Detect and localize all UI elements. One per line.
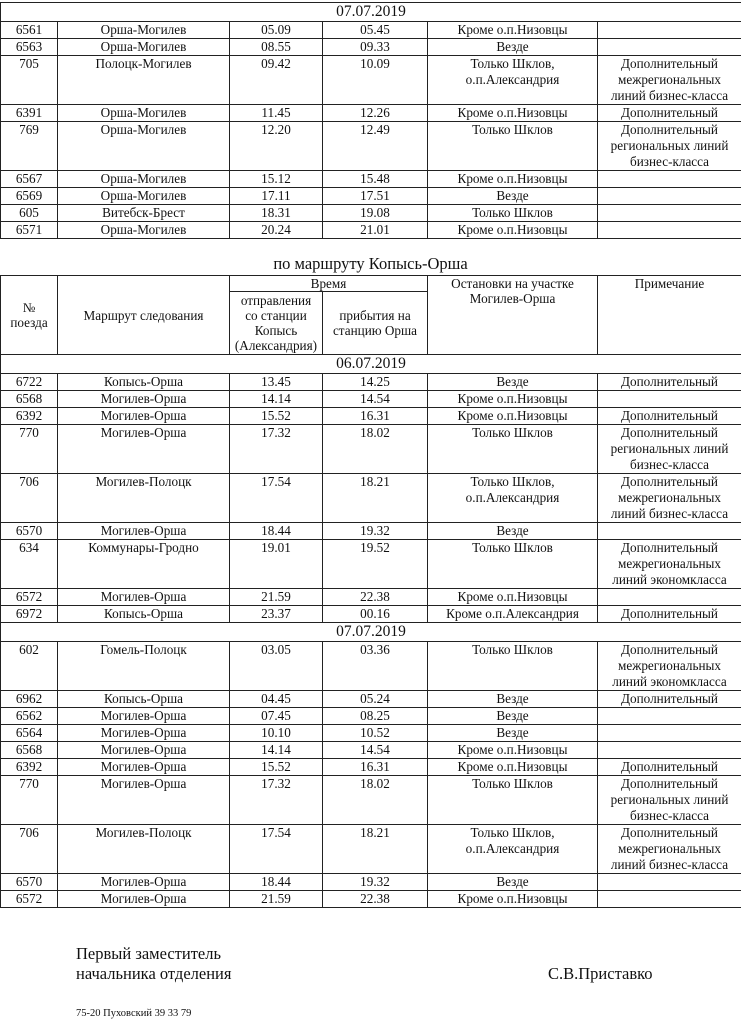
route-name: Могилев-Орша: [58, 589, 230, 606]
arrival-time: 15.48: [323, 171, 428, 188]
cell-line: межрегиональных: [618, 658, 721, 673]
cell-line: Кроме о.п.Низовцы: [457, 222, 568, 237]
signatory-title-line: начальника отделения: [76, 964, 232, 983]
cell-line: Везде: [496, 725, 529, 740]
train-number: 6568: [1, 742, 58, 759]
departure-time: 19.01: [230, 540, 323, 589]
header-departure: [230, 292, 323, 355]
cell-line: Везде: [496, 39, 529, 54]
cell-line: Кроме о.п.Низовцы: [457, 105, 568, 120]
cell-line: Только Шклов: [472, 122, 553, 137]
cell-line: линий бизнес-класса: [610, 857, 729, 872]
cell-line: Дополнительный: [621, 776, 718, 791]
table-row: [1, 425, 741, 474]
header-text: поезда: [10, 315, 48, 330]
note: [598, 222, 741, 239]
route-name: Копысь-Орша: [58, 691, 230, 708]
route-name: Могилев-Орша: [58, 425, 230, 474]
cell-line: о.п.Александрия: [465, 841, 560, 856]
route-name: Орша-Могилев: [58, 188, 230, 205]
cell-line: бизнес-класса: [630, 154, 710, 169]
table-row: [1, 39, 741, 56]
route-name: Гомель-Полоцк: [58, 642, 230, 691]
table-row: [1, 474, 741, 523]
header-text: прибытия на: [339, 308, 411, 323]
section-date: 06.07.2019: [1, 355, 741, 374]
stops: [428, 39, 598, 56]
cell-line: Дополнительный: [621, 825, 718, 840]
arrival-time: 14.54: [323, 742, 428, 759]
cell-line: региональных линий: [610, 138, 729, 153]
note: [598, 891, 741, 908]
route-name: Могилев-Орша: [58, 742, 230, 759]
departure-time: 15.12: [230, 171, 323, 188]
stops: [428, 474, 598, 523]
cell-line: линий бизнес-класса: [610, 506, 729, 521]
note: [598, 691, 741, 708]
cell-line: региональных линий: [610, 792, 729, 807]
train-number: 605: [1, 205, 58, 222]
arrival-time: 14.54: [323, 391, 428, 408]
cell-line: Кроме о.п.Низовцы: [457, 759, 568, 774]
stops: [428, 891, 598, 908]
cell-line: региональных линий: [610, 441, 729, 456]
signatory-title-line: Первый заместитель: [76, 944, 221, 963]
train-number: 6562: [1, 708, 58, 725]
table-row: [1, 691, 741, 708]
note: [598, 425, 741, 474]
arrival-time: 17.51: [323, 188, 428, 205]
arrival-time: 09.33: [323, 39, 428, 56]
note: [598, 725, 741, 742]
route-name: Могилев-Орша: [58, 776, 230, 825]
cell-line: Дополнительный: [621, 122, 718, 137]
stops: [428, 540, 598, 589]
cell-line: межрегиональных: [618, 556, 721, 571]
departure-time: 15.52: [230, 759, 323, 776]
cell-line: Кроме о.п.Низовцы: [457, 391, 568, 406]
cell-line: Дополнительный: [621, 540, 718, 555]
stops: [428, 408, 598, 425]
note: [598, 122, 741, 171]
departure-time: 07.45: [230, 708, 323, 725]
cell-line: Кроме о.п.Александрия: [446, 606, 579, 621]
note: [598, 56, 741, 105]
note: [598, 589, 741, 606]
departure-time: 14.14: [230, 391, 323, 408]
train-number: 634: [1, 540, 58, 589]
route-name: Коммунары-Гродно: [58, 540, 230, 589]
route-name: Витебск-Брест: [58, 205, 230, 222]
route-name: Могилев-Орша: [58, 408, 230, 425]
note: [598, 374, 741, 391]
table-row: [1, 540, 741, 589]
table-row: [1, 391, 741, 408]
cell-line: межрегиональных: [618, 841, 721, 856]
train-number: 6572: [1, 891, 58, 908]
departure-time: 14.14: [230, 742, 323, 759]
train-number: 6564: [1, 725, 58, 742]
route-name: Орша-Могилев: [58, 39, 230, 56]
arrival-time: 22.38: [323, 589, 428, 606]
cell-line: Только Шклов: [472, 425, 553, 440]
route-name: Могилев-Орша: [58, 391, 230, 408]
header-row: [1, 276, 741, 292]
stops: [428, 691, 598, 708]
stops: [428, 391, 598, 408]
route-title: по маршруту Копысь-Орша: [273, 254, 468, 273]
note: [598, 708, 741, 725]
signatory-title: [76, 944, 231, 984]
stops: [428, 523, 598, 540]
note: [598, 205, 741, 222]
cell-line: Везде: [496, 874, 529, 889]
header-text: Копысь: [254, 323, 298, 338]
header-text: Остановки на участке: [451, 276, 574, 291]
header-text: отправления: [240, 293, 312, 308]
table-row: [1, 874, 741, 891]
train-number: 6568: [1, 391, 58, 408]
cell-line: Везде: [496, 523, 529, 538]
header-stops: [428, 276, 598, 355]
route-name: Орша-Могилев: [58, 171, 230, 188]
cell-line: Дополнительный: [621, 642, 718, 657]
note: [598, 408, 741, 425]
cell-line: линий бизнес-класса: [610, 88, 729, 103]
stops: [428, 56, 598, 105]
header-text: со станции: [245, 308, 307, 323]
train-number: 6571: [1, 222, 58, 239]
note: [598, 606, 741, 623]
table-row: [1, 642, 741, 691]
departure-time: 10.10: [230, 725, 323, 742]
arrival-time: 19.52: [323, 540, 428, 589]
departure-time: 04.45: [230, 691, 323, 708]
table-row: [1, 122, 741, 171]
cell-line: Везде: [496, 691, 529, 706]
arrival-time: 16.31: [323, 408, 428, 425]
stops: [428, 874, 598, 891]
cell-line: Дополнительный: [621, 425, 718, 440]
date-row: [1, 623, 741, 642]
route-name: Полоцк-Могилев: [58, 56, 230, 105]
note: [598, 474, 741, 523]
stops: [428, 22, 598, 39]
section-date: 07.07.2019: [1, 623, 741, 642]
departure-time: 17.32: [230, 425, 323, 474]
table-row: [1, 825, 741, 874]
cell-line: линий экономкласса: [612, 674, 727, 689]
date-row: [1, 355, 741, 374]
cell-line: бизнес-класса: [629, 808, 710, 823]
stops: [428, 742, 598, 759]
train-number: 770: [1, 425, 58, 474]
arrival-time: 22.38: [323, 891, 428, 908]
arrival-time: 05.45: [323, 22, 428, 39]
table-row: [1, 374, 741, 391]
table-row: [1, 606, 741, 623]
route-name: Орша-Могилев: [58, 222, 230, 239]
date-row: [1, 3, 741, 22]
arrival-time: 08.25: [323, 708, 428, 725]
stops: [428, 708, 598, 725]
departure-time: 18.44: [230, 523, 323, 540]
cell-line: Кроме о.п.Низовцы: [457, 171, 568, 186]
table-row: [1, 56, 741, 105]
train-number: 6569: [1, 188, 58, 205]
train-number: 6392: [1, 408, 58, 425]
stops: [428, 374, 598, 391]
departure-time: 18.31: [230, 205, 323, 222]
note: [598, 759, 741, 776]
route-name: Могилев-Орша: [58, 874, 230, 891]
schedule-table-kopys-orsha: [0, 275, 741, 908]
arrival-time: 18.21: [323, 474, 428, 523]
cell-line: Кроме о.п.Низовцы: [457, 891, 568, 906]
cell-line: межрегиональных: [618, 490, 721, 505]
stops: [428, 122, 598, 171]
schedule-table-body: [1, 276, 741, 908]
header-time: Время: [230, 276, 428, 292]
stops: [428, 776, 598, 825]
arrival-time: 18.02: [323, 425, 428, 474]
note: [598, 171, 741, 188]
cell-line: о.п.Александрия: [465, 490, 560, 505]
arrival-time: 19.32: [323, 874, 428, 891]
note: [598, 642, 741, 691]
train-number: 6572: [1, 589, 58, 606]
cell-line: Дополнительный: [621, 105, 718, 120]
train-number: 6392: [1, 759, 58, 776]
stops: [428, 105, 598, 122]
route-name: Могилев-Орша: [58, 725, 230, 742]
note: [598, 105, 741, 122]
table-row: [1, 408, 741, 425]
stops: [428, 725, 598, 742]
header-text: №: [22, 300, 36, 315]
departure-time: 17.32: [230, 776, 323, 825]
signatory-name: С.В.Приставко: [548, 964, 653, 983]
route-name: Могилев-Орша: [58, 523, 230, 540]
train-number: 6570: [1, 874, 58, 891]
note: [598, 22, 741, 39]
cell-line: Кроме о.п.Низовцы: [457, 408, 568, 423]
cell-line: Дополнительный: [621, 474, 718, 489]
departure-time: 12.20: [230, 122, 323, 171]
departure-time: 09.42: [230, 56, 323, 105]
train-number: 6962: [1, 691, 58, 708]
stops: [428, 188, 598, 205]
train-number: 6972: [1, 606, 58, 623]
departure-time: 23.37: [230, 606, 323, 623]
header-arrival: [323, 292, 428, 355]
arrival-time: 10.09: [323, 56, 428, 105]
train-number: 706: [1, 474, 58, 523]
header-train-number: [1, 276, 58, 355]
departure-time: 20.24: [230, 222, 323, 239]
cell-line: Дополнительный: [621, 606, 718, 621]
arrival-time: 16.31: [323, 759, 428, 776]
note: [598, 825, 741, 874]
arrival-time: 19.08: [323, 205, 428, 222]
cell-line: Везде: [496, 708, 529, 723]
departure-time: 17.54: [230, 825, 323, 874]
cell-line: о.п.Александрия: [465, 72, 560, 87]
arrival-time: 12.49: [323, 122, 428, 171]
train-number: 6722: [1, 374, 58, 391]
departure-time: 08.55: [230, 39, 323, 56]
cell-line: Кроме о.п.Низовцы: [457, 22, 568, 37]
table-row: [1, 742, 741, 759]
arrival-time: 14.25: [323, 374, 428, 391]
train-number: 6391: [1, 105, 58, 122]
arrival-time: 12.26: [323, 105, 428, 122]
cell-line: бизнес-класса: [629, 457, 710, 472]
cell-line: Дополнительный: [621, 408, 718, 423]
table-row: [1, 222, 741, 239]
table-row: [1, 171, 741, 188]
route-name: Копысь-Орша: [58, 606, 230, 623]
departure-time: 15.52: [230, 408, 323, 425]
route-name: Орша-Могилев: [58, 122, 230, 171]
train-number: 770: [1, 776, 58, 825]
train-number: 602: [1, 642, 58, 691]
departure-time: 11.45: [230, 105, 323, 122]
train-number: 6567: [1, 171, 58, 188]
footnote: 75-20 Пуховский 39 33 79: [76, 1008, 192, 1019]
train-number: 6570: [1, 523, 58, 540]
route-name: Могилев-Полоцк: [58, 825, 230, 874]
route-name: Могилев-Орша: [58, 759, 230, 776]
cell-line: Дополнительный: [621, 374, 718, 389]
arrival-time: 05.24: [323, 691, 428, 708]
table-row: [1, 188, 741, 205]
note: [598, 39, 741, 56]
cell-line: Только Шклов: [472, 205, 553, 220]
note: [598, 523, 741, 540]
departure-time: 18.44: [230, 874, 323, 891]
table-row: [1, 776, 741, 825]
route-name: Могилев-Орша: [58, 708, 230, 725]
cell-line: Кроме о.п.Низовцы: [457, 742, 568, 757]
table-row: [1, 725, 741, 742]
stops: [428, 589, 598, 606]
header-text: (Александрия): [234, 338, 318, 353]
cell-line: линий экономкласса: [612, 572, 727, 587]
departure-time: 05.09: [230, 22, 323, 39]
arrival-time: 18.02: [323, 776, 428, 825]
cell-line: Только Шклов,: [470, 56, 555, 71]
section-date: 07.07.2019: [1, 3, 741, 22]
table-row: [1, 523, 741, 540]
stops: [428, 825, 598, 874]
arrival-time: 03.36: [323, 642, 428, 691]
schedule-table-body: [1, 3, 741, 239]
cell-line: Везде: [496, 374, 529, 389]
table-row: [1, 891, 741, 908]
note: [598, 188, 741, 205]
departure-time: 03.05: [230, 642, 323, 691]
table-row: [1, 105, 741, 122]
route-name: Копысь-Орша: [58, 374, 230, 391]
cell-line: Кроме о.п.Низовцы: [457, 589, 568, 604]
train-number: 706: [1, 825, 58, 874]
note: [598, 540, 741, 589]
cell-line: Дополнительный: [621, 691, 718, 706]
stops: [428, 171, 598, 188]
table-row: [1, 708, 741, 725]
arrival-time: 18.21: [323, 825, 428, 874]
train-number: 769: [1, 122, 58, 171]
note: [598, 742, 741, 759]
route-name: Орша-Могилев: [58, 22, 230, 39]
train-number: 6561: [1, 22, 58, 39]
departure-time: 21.59: [230, 891, 323, 908]
stops: [428, 606, 598, 623]
cell-line: межрегиональных: [618, 72, 721, 87]
stops: [428, 642, 598, 691]
schedule-table-orsha-mogilev: [0, 2, 741, 239]
header-text: Могилев-Орша: [469, 291, 556, 306]
note: [598, 776, 741, 825]
cell-line: Только Шклов: [472, 642, 553, 657]
stops: [428, 425, 598, 474]
header-note: Примечание: [598, 276, 741, 355]
departure-time: 13.45: [230, 374, 323, 391]
header-text: станцию Орша: [332, 323, 418, 338]
cell-line: Дополнительный: [621, 759, 718, 774]
stops: [428, 222, 598, 239]
stops: [428, 759, 598, 776]
table-row: [1, 22, 741, 39]
arrival-time: 10.52: [323, 725, 428, 742]
departure-time: 17.11: [230, 188, 323, 205]
header-route: Маршрут следования: [58, 276, 230, 355]
table-row: [1, 589, 741, 606]
table-row: [1, 205, 741, 222]
route-name: Могилев-Орша: [58, 891, 230, 908]
arrival-time: 00.16: [323, 606, 428, 623]
arrival-time: 21.01: [323, 222, 428, 239]
route-name: Орша-Могилев: [58, 105, 230, 122]
table-row: [1, 759, 741, 776]
departure-time: 21.59: [230, 589, 323, 606]
cell-line: Дополнительный: [621, 56, 718, 71]
note: [598, 874, 741, 891]
cell-line: Везде: [496, 188, 529, 203]
cell-line: Только Шклов: [472, 776, 553, 791]
note: [598, 391, 741, 408]
train-number: 705: [1, 56, 58, 105]
route-name: Могилев-Полоцк: [58, 474, 230, 523]
stops: [428, 205, 598, 222]
arrival-time: 19.32: [323, 523, 428, 540]
train-number: 6563: [1, 39, 58, 56]
cell-line: Только Шклов: [472, 540, 553, 555]
departure-time: 17.54: [230, 474, 323, 523]
cell-line: Только Шклов,: [470, 474, 555, 489]
cell-line: Только Шклов,: [470, 825, 555, 840]
